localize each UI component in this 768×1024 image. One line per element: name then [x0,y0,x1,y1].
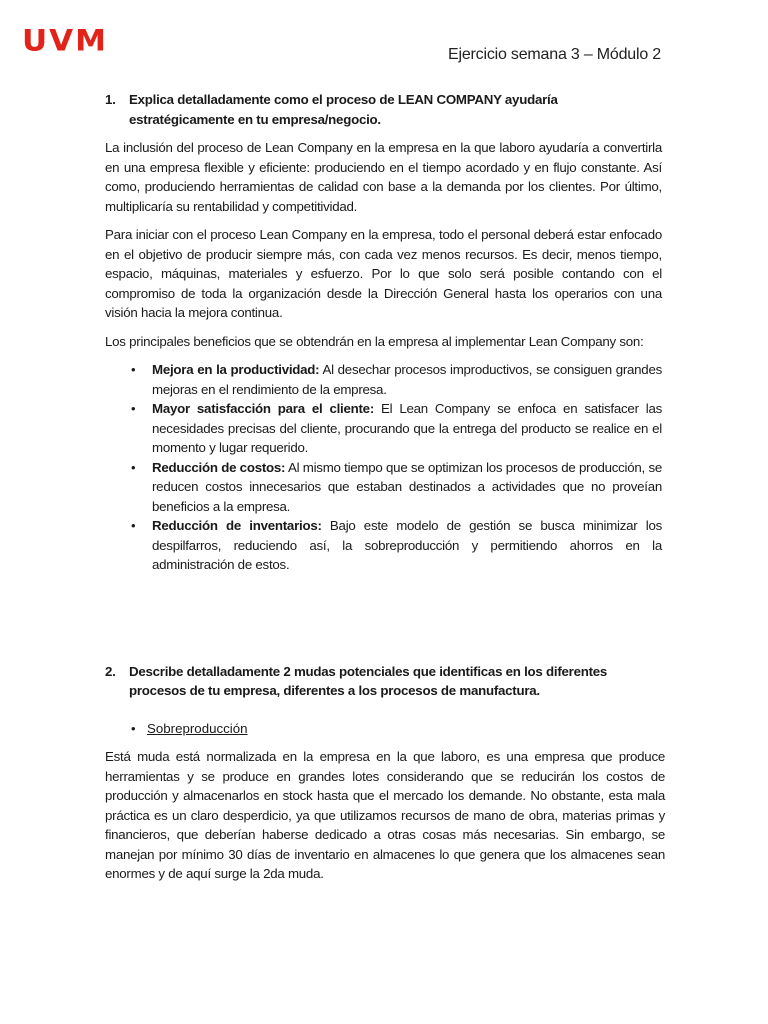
bullet-icon: • [131,401,136,416]
benefit-term: Mayor satisfacción para el cliente: [152,401,375,416]
benefits-list [105,360,662,575]
sub-item-label: Sobreproducción [147,720,248,736]
paragraph-intro: La inclusión del proceso de Lean Company en la empresa en la que laboro ayudaría a convertirla en una empresa flexible y eficiente: produciendo en el tiempo acordado y en flujo constante. Así como, produciendo herramientas de calidad con base a la demanda por los clientes. Por último, multiplicaría su rentabilidad y competitividad. [105,140,662,214]
bullet-icon: • [131,362,136,377]
paragraph-sobreproduccion: Está muda está normalizada en la empresa en la que laboro, es una empresa que produce herramientas y se produce en grandes lotes considerando que se reducirán los costos de producción y almacenarlos en stock hasta que el mercado los demande. No obstante, esta mala práctica es un claro desperdicio, ya que utilizamos recursos de mano de obra, materias primas y financieros, que deberían haberse dedicado a otras cosas más necesarias. Sin embargo, se manejan por mínimo 30 días de inventario en almacenes lo que genera que los almacenes sean enormes y de aquí surge la 2da muda. [105,749,665,881]
question-1-number: 1. [105,92,116,107]
question-2-number: 2. [105,663,116,679]
uvm-logo: UVM [22,23,109,59]
benefit-text: Al desechar procesos improductivos, se consiguen grandes mejoras en el rendimiento de la empresa. [152,362,662,397]
bullet-icon: • [131,720,136,736]
benefit-term: Mejora en la productividad: [152,362,320,377]
list-item [131,516,662,575]
benefit-text: El Lean Company se enfoca en satisfacer las necesidades precisas del cliente, procurando que la entrega del producto se realice en el momento y lugar requerido. [152,401,662,455]
paragraph-lean-start: Para iniciar con el proceso Lean Company en la empresa, todo el personal deberá estar enfocado en el objetivo de producir siempre más, con cada vez menos recursos. Es decir, menos tiempo, espacio, máquinas, materiales y esfuerzo. Por lo que solo será posible contando con el compromiso de toda la organización desde la Dirección General hasta los operarios con una visión hacia la mejora continua. [105,227,662,320]
sub-item-sobreproduccion [131,719,662,739]
benefit-text: Bajo este modelo de gestión se busca minimizar los despilfarros, reduciendo así, la sobreproducción y permitiendo ahorros en la administración de estos. [152,518,662,572]
paragraph-benefits-intro: Los principales beneficios que se obtendrán en la empresa al implementar Lean Company son: [105,333,644,349]
list-item [131,458,662,517]
bullet-icon: • [131,518,136,533]
document-body [105,90,665,893]
benefit-term: Reducción de costos: [152,459,286,475]
benefit-term: Reducción de inventarios: [152,518,322,533]
benefit-text: Al mismo tiempo que se optimizan los procesos de producción, se reducen costos innecesarios que estaban destinados a actividades que no proveían beneficios a la empresa. [152,459,663,514]
question-1-heading [105,90,662,129]
header-title: Ejercicio semana 3 – Módulo 2 [448,46,661,63]
list-item [131,399,662,458]
list-item [131,360,662,399]
bullet-icon: • [131,459,136,475]
question-1-text: Explica detalladamente como el proceso de LEAN COMPANY ayudaría estratégicamente en tu empresa/negocio. [129,92,558,127]
question-2-heading [105,662,662,701]
question-2-text: Describe detalladamente 2 mudas potenciales que identificas en los diferentes procesos de tu empresa, diferentes a los procesos de manufactura. [129,663,608,698]
